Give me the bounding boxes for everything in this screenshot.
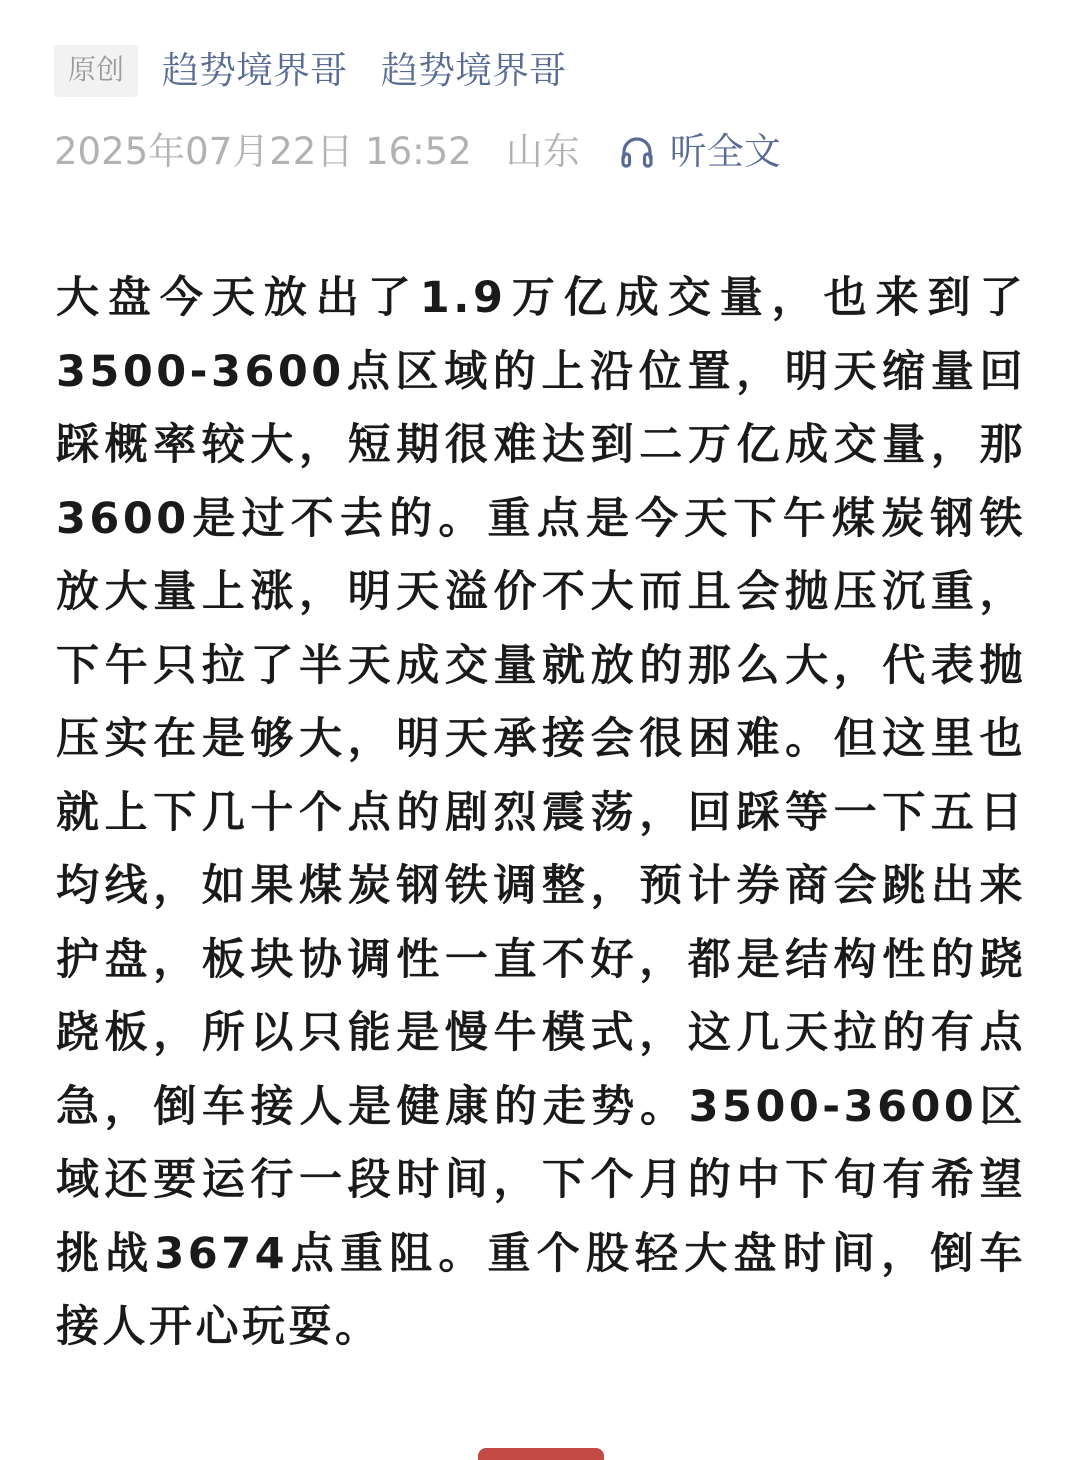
- article-meta: [54, 124, 781, 180]
- listen-full-text-button[interactable]: [618, 124, 781, 180]
- publish-location: 山东: [505, 130, 580, 173]
- bottom-bar-hint: [478, 1448, 604, 1460]
- publish-datetime: 2025年07月22日 16:52: [54, 130, 472, 173]
- account-name-link[interactable]: 趋势境界哥: [381, 49, 567, 92]
- article-header: [54, 44, 600, 98]
- headphones-icon: [618, 133, 656, 171]
- original-badge: 原创: [54, 45, 138, 97]
- author-name-link[interactable]: 趋势境界哥: [162, 49, 348, 92]
- article-body-text: 大盘今天放出了1.9万亿成交量，也来到了3500-3600点区域的上沿位置，明天缩量回踩概率较大，短期很难达到二万亿成交量，那3600是过不去的。重点是今天下午煤炭钢铁放大量上涨，明天溢价不大而且会抛压沉重，下午只拉了半天成交量就放的那么大，代表抛压实在是够大，明天承接会很困难。但这里也就上下几十个点的剧烈震荡，回踩等一下五日均线，如果煤炭钢铁调整，预计券商会跳出来护盘，板块协调性一直不好，都是结构性的跷跷板，所以只能是慢牛模式，这几天拉的有点急，倒车接人是健康的走势。3500-3600区域还要运行一段时间，下个月的中下旬有希望挑战3674点重阻。重个股轻大盘时间，倒车接人开心玩耍。: [56, 273, 1026, 1352]
- listen-label: 听全文: [669, 130, 781, 173]
